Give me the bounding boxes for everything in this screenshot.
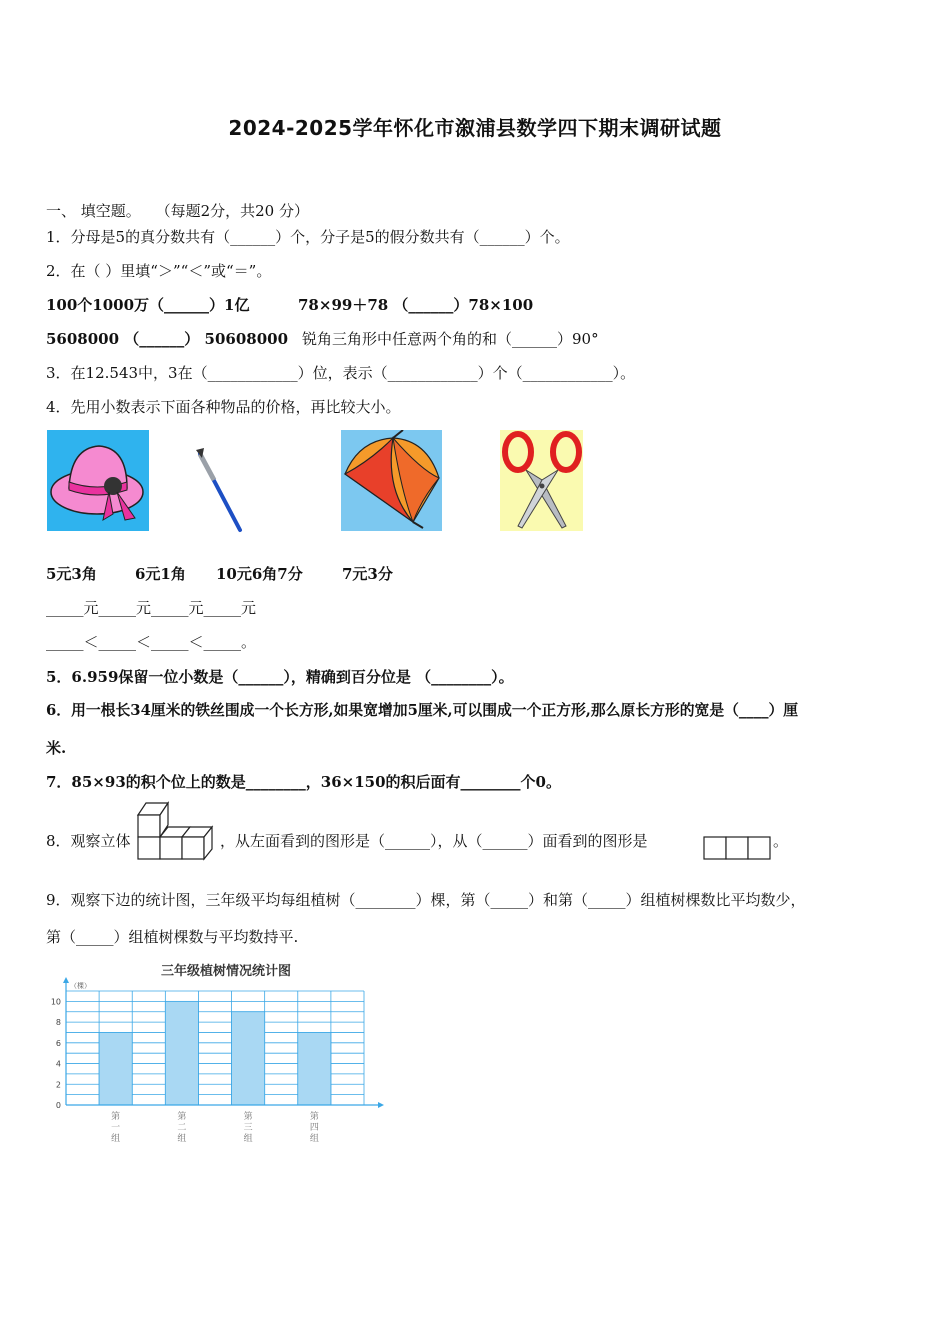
chart-x-label: 组 (111, 1134, 121, 1144)
question-8-part3: 。 (773, 832, 789, 850)
question-9-line2: 第（_____）组植树棵数与平均数持平. (46, 928, 299, 946)
chart-x-label: 四 (309, 1123, 319, 1133)
chart-y-tick: 8 (55, 1018, 61, 1028)
question-4-compare: _____＜_____＜_____＜_____。 (46, 633, 257, 651)
question-4-prompt: 4．先用小数表示下面各种物品的价格，再比较大小。 (46, 398, 401, 416)
question-7: 7．85×93的积个位上的数是________，36×150的积后面有________个0。 (46, 773, 561, 791)
question-2-row2a: 5608000 （______） 50608000 (46, 330, 288, 348)
chart-x-label: 组 (243, 1134, 253, 1144)
price-hat: 5元3角 (46, 565, 97, 583)
chart-y-ticks (51, 997, 61, 1110)
page-title: 2024-2025学年怀化市溆浦县数学四下期末调研试题 (228, 116, 722, 140)
question-2-prompt: 2．在（ ）里填“＞”“＜”或“＝”。 (46, 262, 272, 280)
chart-x-labels (111, 1110, 319, 1144)
question-2-row1b: 78×99＋78 （______）78×100 (298, 296, 534, 314)
chart-bar (232, 1012, 265, 1105)
chart-x-label: 第 (243, 1112, 253, 1122)
question-3: 3．在12.543中，3在（____________）位，表示（____________）个（____________）。 (46, 364, 636, 382)
scissors-picture (500, 430, 583, 531)
question-2-row2b: 锐角三角形中任意两个角的和（______）90° (302, 330, 599, 348)
question-4-blanks: _____元_____元_____元_____元 (46, 599, 257, 617)
chart-x-label: 二 (177, 1123, 187, 1133)
question-1: 1．分母是5的真分数共有（______）个，分子是5的假分数共有（______）个。 (46, 228, 570, 246)
question-2-row1a: 100个1000万（______）1亿 (46, 296, 250, 314)
section-note: （每题2分，共20 分） (155, 202, 309, 220)
chart-bar (99, 1032, 132, 1105)
chart-x-arrow (378, 1102, 384, 1108)
question-9-line1: 9．观察下边的统计图，三年级平均每组植树（________）棵，第（_____）和第（_____）组植树棵数比平均数少， (46, 891, 806, 909)
paintbrush-picture (190, 448, 245, 533)
question-5: 5．6.959保留一位小数是（______），精确到百分位是 （________）。 (46, 668, 514, 686)
question-6-line1: 6．用一根长34厘米的铁丝围成一个长方形,如果宽增加5厘米,可以围成一个正方形,那么原长方形的宽是（____）厘 (46, 702, 799, 719)
chart-x-label: 第 (177, 1112, 187, 1122)
question-8-part2: ，从左面看到的图形是（______），从（______）面看到的图形是 (220, 832, 648, 850)
chart-x-label: 三 (243, 1123, 253, 1133)
chart-y-tick: 4 (55, 1059, 61, 1069)
hat-picture (47, 430, 149, 531)
chart-x-label: 组 (177, 1134, 187, 1144)
chart-bar (298, 1032, 331, 1105)
question-6-line2: 米. (46, 739, 67, 757)
chart-x-label: 第 (111, 1112, 121, 1122)
umbrella-picture (341, 430, 442, 531)
price-paintbrush: 6元1角 (135, 565, 186, 583)
price-scissors: 7元3分 (342, 565, 393, 583)
chart-title: 三年级植树情况统计图 (160, 964, 292, 979)
chart-svg (46, 958, 396, 1158)
question-8-part1: 8．观察立体 (46, 832, 131, 850)
chart-y-tick: 2 (55, 1080, 61, 1090)
chart-y-unit: （棵） (70, 982, 91, 990)
section-heading (46, 201, 309, 221)
chart-x-label: 第 (309, 1112, 319, 1122)
view-three-squares (703, 836, 773, 860)
chart-y-tick: 0 (55, 1101, 61, 1110)
chart-y-tick: 6 (55, 1038, 61, 1048)
chart-bar (165, 1001, 198, 1105)
chart-x-label: 一 (111, 1123, 121, 1133)
chart-y-arrow (63, 977, 69, 983)
price-umbrella: 10元6角7分 (216, 565, 303, 583)
chart-x-label: 组 (309, 1134, 319, 1144)
tree-planting-chart (46, 958, 396, 1158)
chart-y-tick: 10 (50, 997, 61, 1007)
solid-figure (136, 801, 220, 861)
section-label: 一、 填空题。 (46, 202, 141, 220)
